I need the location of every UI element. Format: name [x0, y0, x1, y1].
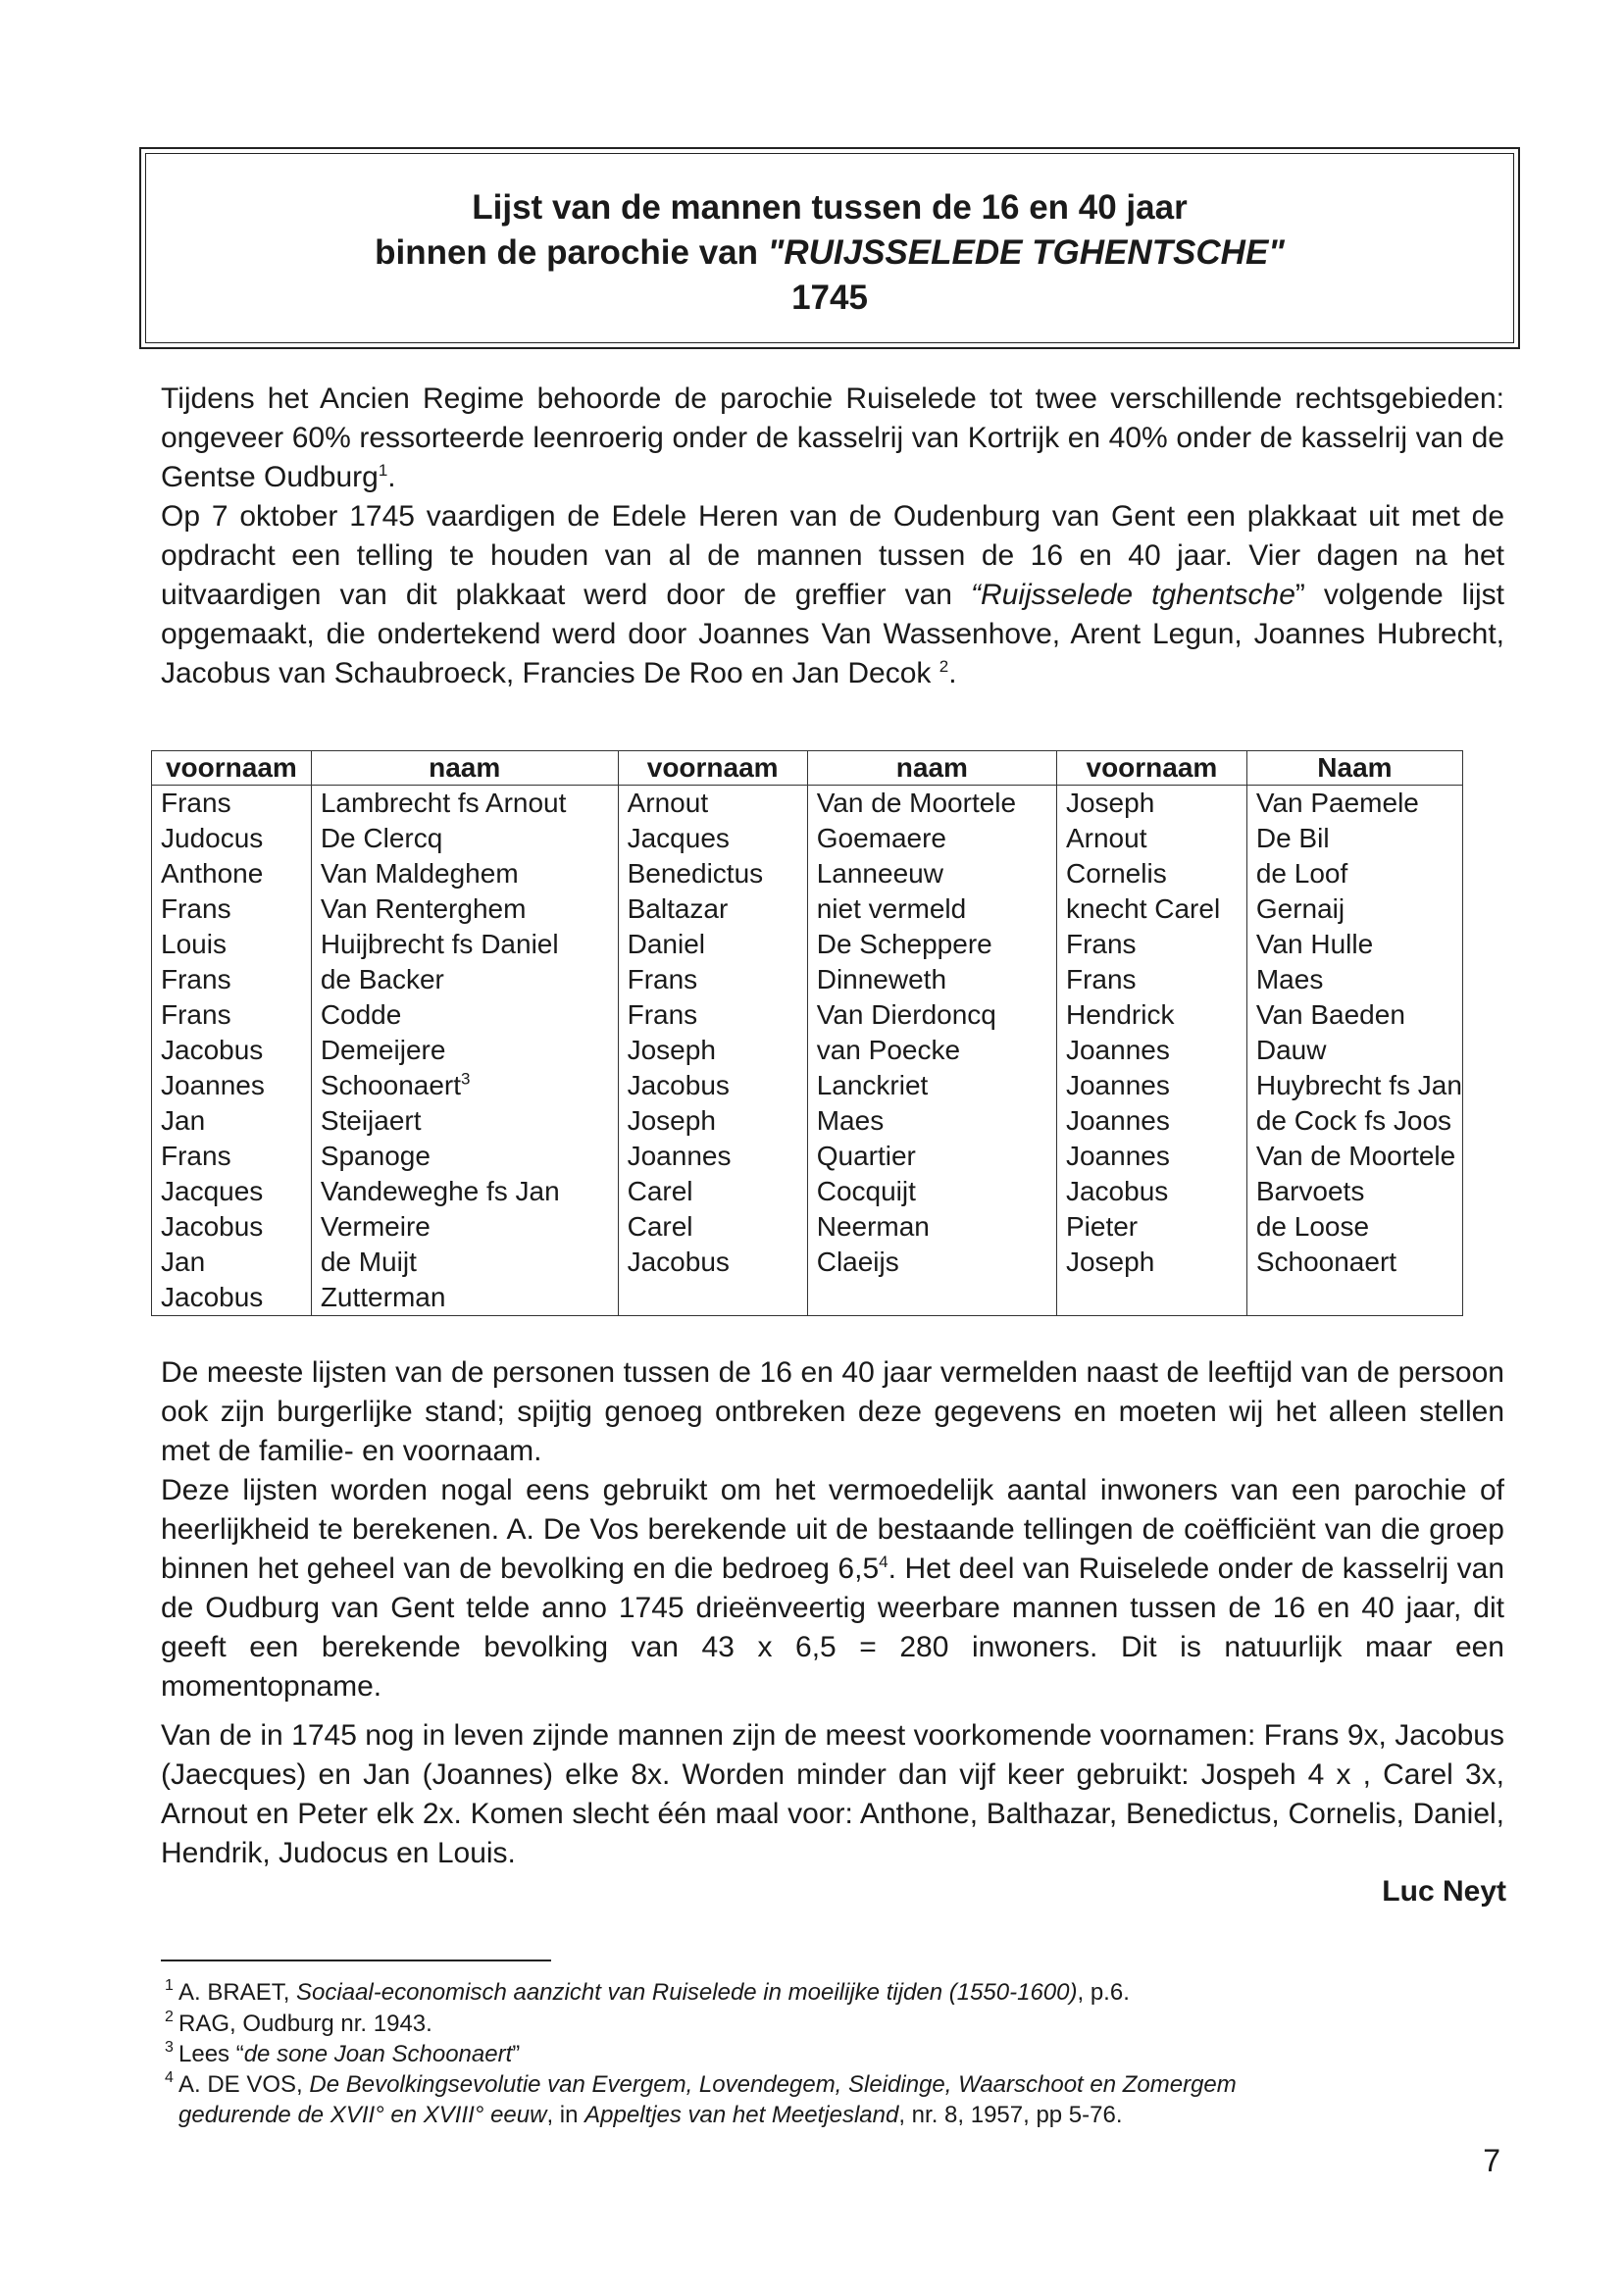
table-cell [311, 1033, 618, 1068]
intro-p2-b: ” volgende lijst opgemaakt, die ondertekend werd door Joannes Van Wassenhove, Arent Legun, Joannes Hubrecht, Jacobus van Schaubroeck, Francies De Roo en Jan Decok [161, 579, 1505, 689]
table-cell-text: De Bil [1255, 823, 1330, 853]
table-cell-text: Vermeire [320, 1211, 431, 1242]
table-row [152, 1174, 1463, 1209]
table-cell-text: Joannes [1065, 1070, 1170, 1100]
table-cell [152, 1174, 312, 1209]
table-cell [311, 1280, 618, 1316]
table-cell [1056, 1209, 1246, 1245]
body-p4-a: Deze lijsten worden nogal eens gebruikt om het vermoedelijk aantal inwoners van een parochie of heerlijkheid te berekenen. A. De Vos berekende uit de bestaande tellingen de coëfficiënt van die groep binnen het geheel van de bevolking en die bedroeg 6,5 [161, 1474, 1504, 1585]
table-cell-text: Joseph [627, 1035, 716, 1065]
table-cell [311, 997, 618, 1033]
table-cell-text: Zutterman [320, 1282, 446, 1312]
table-row [152, 1209, 1463, 1245]
table-cell [1056, 997, 1246, 1033]
table-cell [1056, 962, 1246, 997]
table-row [152, 786, 1463, 822]
table-cell [152, 821, 312, 856]
table-cell [311, 1103, 618, 1139]
table-row [152, 1139, 1463, 1174]
intro-p2-a: Op 7 oktober 1745 vaardigen de Edele Heren van de Oudenburg van Gent een plakkaat uit met de opdracht een telling te houden van al de mannen tussen de 16 en 40 jaar. Vier dagen na het uitvaardigen van dit plakkaat werd door de greffier van [161, 500, 1504, 611]
footnote-4-continued [178, 2102, 1123, 2129]
table-cell-text: Cocquijt [816, 1176, 916, 1206]
footnote-1-a: A. BRAET, [178, 1979, 297, 2006]
table-cell [807, 786, 1056, 822]
table-cell [618, 786, 807, 822]
table-cell-text: Frans [161, 964, 231, 994]
table-row [152, 962, 1463, 997]
table-cell-text: Baltazar [627, 893, 729, 924]
table-cell-text: knecht Carel [1065, 893, 1221, 924]
table-cell [1246, 1068, 1462, 1103]
footnote-4 [165, 2069, 1237, 2099]
body-paragraph-1: De meeste lijsten van de personen tussen de 16 en 40 jaar vermelden naast de leeftijd van de persoon ook zijn burgerlijke stand; spijtig genoeg ontbreken deze gegevens en moeten wij het alleen stellen met de familie- en voornaam. [161, 1356, 1504, 1467]
table-cell [618, 1103, 807, 1139]
table-cell [152, 927, 312, 962]
table-cell-text: Claeijs [816, 1247, 899, 1277]
table-cell-text: Neerman [816, 1211, 930, 1242]
table-cell [807, 1245, 1056, 1280]
table-cell [807, 891, 1056, 927]
footnote-3-b: ” [512, 2041, 521, 2067]
intro-paragraph-2 [161, 497, 1504, 693]
table-cell [152, 1139, 312, 1174]
table-cell-text: Joannes [1065, 1105, 1170, 1136]
table-cell [618, 1139, 807, 1174]
title-year: 1745 [791, 279, 868, 317]
names-table [151, 750, 1463, 1316]
table-cell [618, 821, 807, 856]
table-cell-text: De Clercq [320, 823, 443, 853]
table-cell-text: Steijaert [320, 1105, 422, 1136]
table-cell-text: Barvoets [1255, 1176, 1365, 1206]
table-cell-text: Jan [161, 1247, 206, 1277]
table-cell [807, 1139, 1056, 1174]
table-cell [1056, 856, 1246, 891]
table-cell-text: Frans [627, 999, 698, 1030]
table-cell [152, 1103, 312, 1139]
table-cell [311, 1245, 618, 1280]
table-cell-text: de Cock fs Joos [1255, 1105, 1452, 1136]
table-cell [1056, 786, 1246, 822]
table-cell [311, 891, 618, 927]
table-cell-text: Jacobus [161, 1035, 264, 1065]
table-cell [1056, 1068, 1246, 1103]
table-header: naam [311, 751, 618, 786]
table-cell-text: Arnout [1065, 823, 1147, 853]
table-cell-text: Van Paemele [1255, 788, 1419, 818]
table-cell-text: Jacobus [627, 1070, 730, 1100]
intro-p2-em: “Ruijsselede tghentsche [971, 579, 1295, 611]
table-cell [807, 856, 1056, 891]
footnote-number: 3 [165, 2039, 174, 2056]
table-cell-text: Vandeweghe fs Jan [320, 1176, 560, 1206]
table-cell-text: Spanoge [320, 1141, 431, 1171]
table-cell [311, 856, 618, 891]
body-paragraph-3: Van de in 1745 nog in leven zijnde mannen zijn de meest voorkomende voornamen: Frans 9x, Jacobus (Jaecques) en Jan (Joannes) elke 8x. Worden minder dan vijf keer gebruikt: Jospeh 4 x , Carel 3x, Arnout en Peter elk 2x. Komen slecht één maal voor: Anthone, Balthazar, Benedictus, Cornelis, Daniel, Hendrik, Judocus en Louis. [161, 1719, 1504, 1869]
table-cell-text: Dauw [1255, 1035, 1327, 1065]
table-cell-text: Pieter [1065, 1211, 1139, 1242]
table-cell [311, 786, 618, 822]
title-line-1: Lijst van de mannen tussen de 16 en 40 jaar [472, 188, 1188, 227]
table-cell [1246, 1280, 1462, 1316]
table-cell [618, 997, 807, 1033]
table-row [152, 927, 1463, 962]
body-paragraph-2 [161, 1471, 1504, 1706]
table-cell-text: Joannes [1065, 1035, 1170, 1065]
table-cell-text: Hendrick [1065, 999, 1175, 1030]
table-cell-text: Jacobus [161, 1282, 264, 1312]
footnote-2 [165, 2009, 432, 2038]
table-cell [311, 1209, 618, 1245]
table-header: voornaam [152, 751, 312, 786]
table-cell-text: Jan [161, 1105, 206, 1136]
intro-p2-end: . [948, 657, 957, 689]
table-cell [1246, 1139, 1462, 1174]
table-cell-text: Frans [161, 1141, 231, 1171]
table-cell [1246, 1103, 1462, 1139]
table-cell-text: Frans [161, 788, 231, 818]
table-cell [807, 927, 1056, 962]
table-cell-text: Van Baeden [1255, 999, 1405, 1030]
table-header: voornaam [618, 751, 807, 786]
table-cell-text: Lanneeuw [816, 858, 943, 889]
table-cell-text: Van Maldeghem [320, 858, 519, 889]
table-cell-text: Daniel [627, 929, 705, 959]
table-cell [152, 1033, 312, 1068]
intro-p1-text: Tijdens het Ancien Regime behoorde de parochie Ruiselede tot twee verschillende rechtsgebieden: ongeveer 60% ressorteerde leenroerig onder de kasselrij van Kortrijk en 40% onder de kasselrij van de Gentse Oudburg [161, 382, 1504, 493]
table-cell [1056, 1033, 1246, 1068]
table-cell [152, 962, 312, 997]
table-cell [1056, 1103, 1246, 1139]
footnote-number: 2 [165, 2009, 174, 2025]
table-cell [807, 1068, 1056, 1103]
table-cell [807, 1033, 1056, 1068]
table-cell-text: Benedictus [627, 858, 764, 889]
table-cell [152, 856, 312, 891]
table-row [152, 1280, 1463, 1316]
table-cell-text: Arnout [627, 788, 709, 818]
table-cell [618, 1245, 807, 1280]
table-cell [807, 821, 1056, 856]
table-cell-text: Van Dierdoncq [816, 999, 996, 1030]
table-cell-text: Jacques [627, 823, 730, 853]
table-cell [618, 962, 807, 997]
table-cell-text: Louis [161, 929, 227, 959]
table-cell [1056, 891, 1246, 927]
table-cell-text: Frans [1065, 929, 1137, 959]
table-cell-text: de Backer [320, 964, 444, 994]
footnote-3-a: Lees “ [178, 2041, 244, 2067]
footnote-1 [165, 1977, 1130, 2007]
title-box [139, 147, 1520, 349]
page-number: 7 [1483, 2143, 1500, 2178]
footnote-4-d: , nr. 8, 1957, pp 5-76. [898, 2102, 1123, 2128]
table-cell-text: Schoonaert [1255, 1247, 1397, 1277]
table-cell-text: de Loose [1255, 1211, 1370, 1242]
table-row [152, 1068, 1463, 1103]
table-cell [1056, 1139, 1246, 1174]
table-cell [152, 891, 312, 927]
table-cell [618, 1209, 807, 1245]
table-cell [1056, 821, 1246, 856]
table-cell-text: niet vermeld [816, 893, 967, 924]
table-cell [618, 927, 807, 962]
table-cell-text: Joseph [1065, 788, 1155, 818]
table-cell-text: de Muijt [320, 1247, 417, 1277]
footnote-1-title: Sociaal-economisch aanzicht van Ruiselede in moeilijke tijden (1550-1600) [296, 1979, 1078, 2006]
table-cell-text: van Poecke [816, 1035, 961, 1065]
body-p4-b: . Het deel van Ruiselede onder de kasselrij van de Oudburg van Gent telde anno 1745 drieënveertig weerbare mannen tussen de 16 en 40 jaar, dit geeft een berekende bevolking van 43 x 6,5 = 280 inwoners. Dit is natuurlijk maar een momentopname. [161, 1553, 1505, 1703]
table-cell-text: Jacobus [1065, 1176, 1169, 1206]
table-cell [1056, 927, 1246, 962]
table-cell [1246, 856, 1462, 891]
table-cell [807, 1174, 1056, 1209]
footnote-ref-2: 2 [939, 657, 949, 676]
table-row [152, 821, 1463, 856]
title-line-2-prefix: binnen de parochie van [375, 233, 768, 272]
table-cell-text: Jacobus [627, 1247, 730, 1277]
table-cell [807, 1103, 1056, 1139]
table-cell [807, 1209, 1056, 1245]
table-cell [311, 962, 618, 997]
table-cell [1246, 1209, 1462, 1245]
intro-p1-end: . [387, 461, 396, 493]
table-cell [1246, 1245, 1462, 1280]
footnote-number: 4 [165, 2069, 174, 2086]
table-cell [618, 856, 807, 891]
table-cell-text: Dinneweth [816, 964, 947, 994]
table-cell [1246, 821, 1462, 856]
table-cell [152, 1068, 312, 1103]
footnote-3 [165, 2039, 521, 2068]
table-cell-text: Anthone [161, 858, 264, 889]
footnote-3-em: de sone Joan Schoonaert [243, 2041, 513, 2067]
table-cell [311, 1139, 618, 1174]
footnote-ref-1: 1 [378, 461, 388, 480]
title-line-2 [141, 233, 1518, 273]
table-cell-text: Frans [1065, 964, 1137, 994]
table-cell-text: Frans [161, 999, 231, 1030]
table-cell-text: Joseph [627, 1105, 716, 1136]
table-cell-text: Maes [816, 1105, 885, 1136]
table-cell [152, 1280, 312, 1316]
table-cell-text: Huybrecht fs Jan [1255, 1070, 1462, 1100]
table-cell-text: Jacques [161, 1176, 264, 1206]
author-name: Luc Neyt [1382, 1875, 1506, 1908]
table-cell-text: Joseph [1065, 1247, 1155, 1277]
table-cell [1246, 891, 1462, 927]
footnote-2-text: RAG, Oudburg nr. 1943. [178, 2011, 432, 2037]
table-cell [1246, 927, 1462, 962]
table-row [152, 856, 1463, 891]
table-cell-text: Van de Moortele [1255, 1141, 1456, 1171]
table-cell-text: Jacobus [161, 1211, 264, 1242]
table-cell-text: Goemaere [816, 823, 947, 853]
table-cell [618, 1068, 807, 1103]
table-cell [152, 997, 312, 1033]
table-cell-text: Van de Moortele [816, 788, 1017, 818]
table-header-row [152, 751, 1463, 786]
table-body [152, 786, 1463, 1316]
table-cell [152, 1245, 312, 1280]
footnote-ref-3: 3 [461, 1069, 471, 1089]
table-cell-text: Judocus [161, 823, 264, 853]
table-cell [1246, 1033, 1462, 1068]
table-cell-text: Lambrecht fs Arnout [320, 788, 567, 818]
table-cell [311, 927, 618, 962]
table-cell-text: Codde [320, 999, 402, 1030]
table-cell [1246, 997, 1462, 1033]
table-cell-text: Huijbrecht fs Daniel [320, 929, 559, 959]
table-cell-text: Cornelis [1065, 858, 1167, 889]
table-cell [311, 1174, 618, 1209]
table-cell-text: Gernaij [1255, 893, 1345, 924]
table-cell-text: Van Hulle [1255, 929, 1374, 959]
table-cell-text: Frans [627, 964, 698, 994]
table-cell [1056, 1245, 1246, 1280]
footnote-4-journal: Appeltjes van het Meetjesland [584, 2102, 899, 2128]
table-cell-text: Schoonaert [320, 1070, 462, 1100]
table-cell-text: Van Renterghem [320, 893, 527, 924]
table-cell-text: Frans [161, 893, 231, 924]
footnote-4-c: , in [546, 2102, 585, 2128]
table-cell [152, 786, 312, 822]
table-cell [1246, 1174, 1462, 1209]
table-cell-text: Maes [1255, 964, 1324, 994]
footnote-4-title-cont: gedurende de XVII° en XVIII° eeuw [178, 2102, 547, 2128]
title-parish-name: "RUIJSSELEDE TGHENTSCHE" [767, 233, 1285, 272]
table-cell [807, 1280, 1056, 1316]
footnote-4-a: A. DE VOS, [178, 2071, 310, 2098]
footnote-number: 1 [165, 1977, 174, 1994]
table-cell-text: Carel [627, 1211, 693, 1242]
table-row [152, 1103, 1463, 1139]
footnote-1-b: , p.6. [1077, 1979, 1130, 2006]
table-row [152, 1033, 1463, 1068]
table-header: Naam [1246, 751, 1462, 786]
table-cell [618, 1280, 807, 1316]
table-row [152, 1245, 1463, 1280]
table-cell [1246, 786, 1462, 822]
table-cell-text: Joannes [1065, 1141, 1170, 1171]
table-header: voornaam [1056, 751, 1246, 786]
table-cell [1056, 1280, 1246, 1316]
table-cell-text: Lanckriet [816, 1070, 929, 1100]
table-cell-text: de Loof [1255, 858, 1348, 889]
table-cell [807, 997, 1056, 1033]
table-cell [807, 962, 1056, 997]
footnote-4-title: De Bevolkingsevolutie van Evergem, Lovendegem, Sleidinge, Waarschoot en Zomergem [309, 2071, 1237, 2098]
table-cell-text: Carel [627, 1176, 693, 1206]
footnote-rule [161, 1960, 551, 1961]
table-cell-text: Demeijere [320, 1035, 446, 1065]
table-row [152, 997, 1463, 1033]
table-cell [311, 1068, 618, 1103]
footnote-ref-4: 4 [879, 1553, 888, 1571]
table-cell [1246, 962, 1462, 997]
table-cell [311, 821, 618, 856]
table-cell [618, 891, 807, 927]
table-cell-text: Joannes [161, 1070, 265, 1100]
table-cell [618, 1174, 807, 1209]
table-cell [152, 1209, 312, 1245]
table-cell-text: Quartier [816, 1141, 916, 1171]
table-cell-text: De Scheppere [816, 929, 992, 959]
table-cell [1056, 1174, 1246, 1209]
table-cell [618, 1033, 807, 1068]
table-header: naam [807, 751, 1056, 786]
table-row [152, 891, 1463, 927]
intro-paragraph-1 [161, 380, 1504, 497]
table-cell-text: Joannes [627, 1141, 732, 1171]
